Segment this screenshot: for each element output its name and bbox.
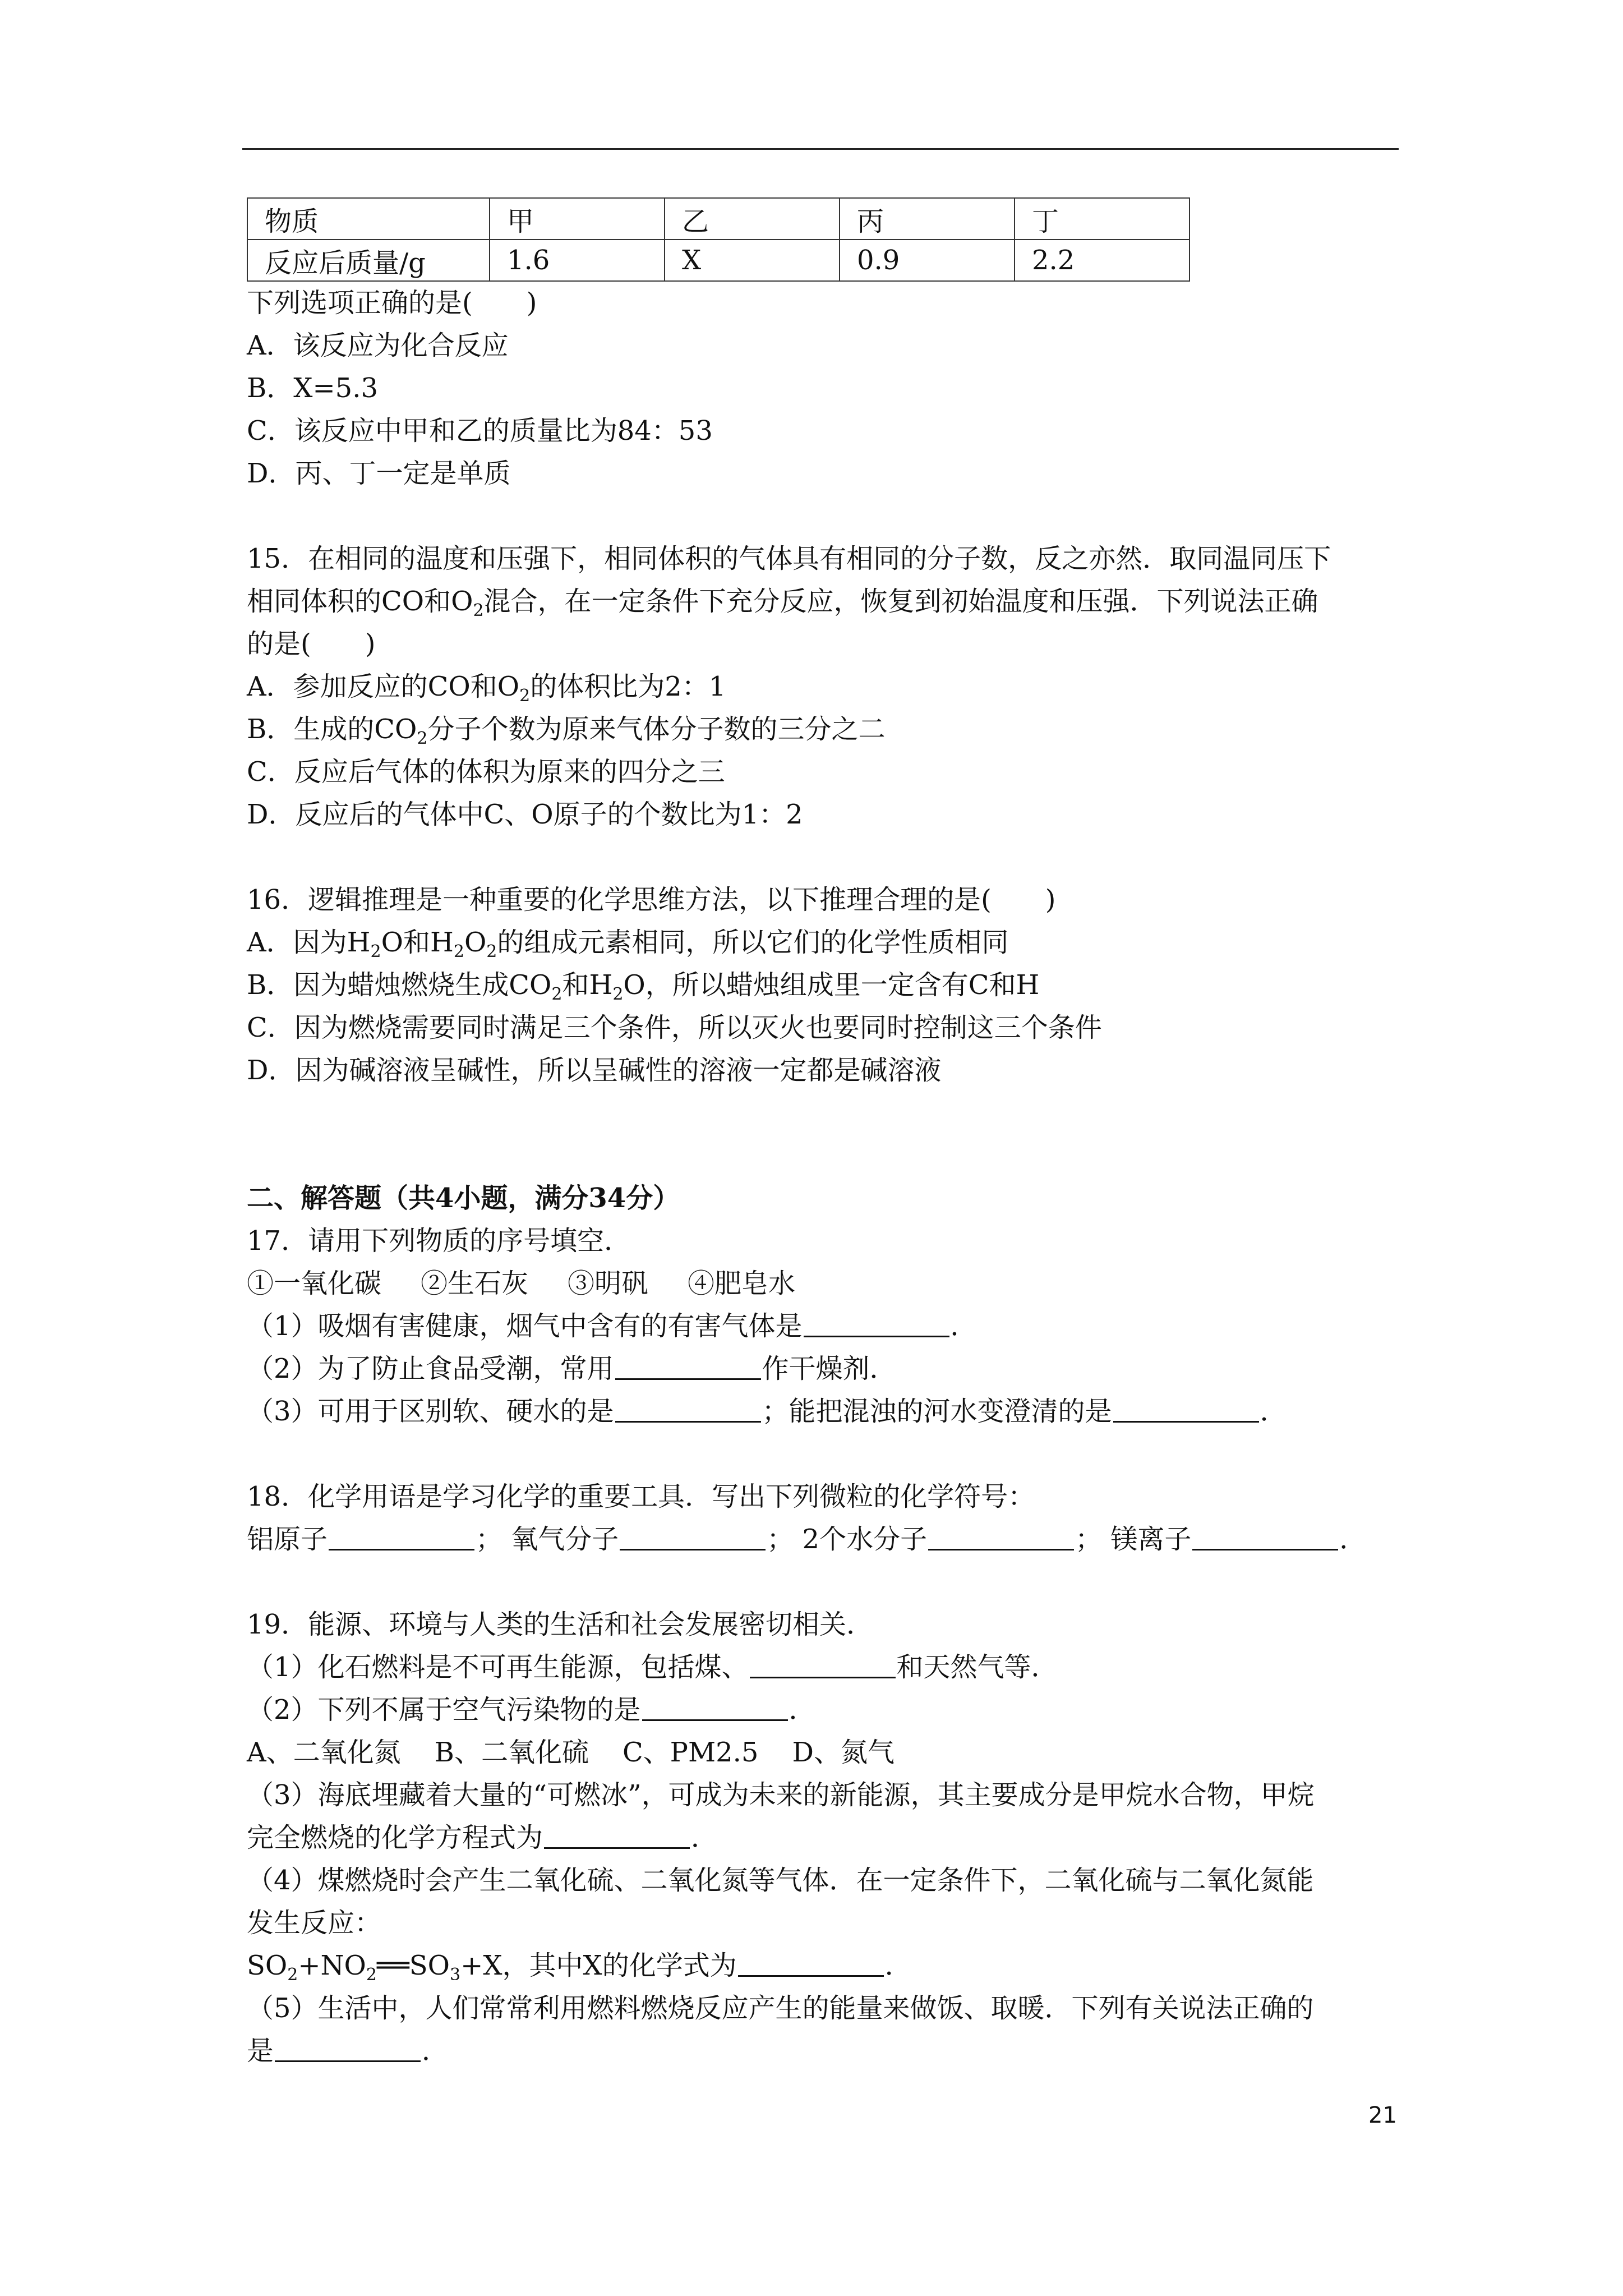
answer-blank[interactable] xyxy=(1113,1396,1259,1423)
q16-stem: 16．逻辑推理是一种重要的化学思维方法，以下推理合理的是( ) xyxy=(247,884,1056,915)
q19-part3-line1: （3）海底埋藏着大量的“可燃冰”，可成为未来的新能源，其主要成分是甲烷水合物，甲烷 xyxy=(247,1779,1315,1811)
q18-item: ； 镁离子 xyxy=(1075,1524,1192,1555)
answer-blank[interactable] xyxy=(544,1823,690,1849)
answer-blank[interactable] xyxy=(804,1311,949,1337)
table-cell: 1.6 xyxy=(490,240,665,281)
answer-blank[interactable] xyxy=(620,1524,766,1550)
answer-blank[interactable] xyxy=(1192,1524,1338,1550)
q19-part2-options xyxy=(247,1731,1402,1774)
section-title: 二、解答题（共4小题，满分34分） xyxy=(247,1182,680,1214)
q19-option: D、氮气 xyxy=(792,1737,895,1768)
answer-blank[interactable] xyxy=(750,1652,896,1678)
q19-part2: （2）下列不属于空气污染物的是 ． xyxy=(247,1694,816,1726)
q16-option-b: B．因为蜡烛燃烧生成$CO_2$和$H_2O$，所以蜡烛组成里一定含有C和H xyxy=(247,969,1040,1004)
q15-option-b: B．生成的$CO_2$分子个数为原来气体分子数的三分之二 xyxy=(247,714,886,748)
q14-option-b: B．X=5.3 xyxy=(247,372,379,404)
q19-option: A、二氧化氮 xyxy=(247,1737,401,1768)
q19-part4-line2: 发生反应： xyxy=(247,1907,382,1939)
q17-stem: 17．请用下列物质的序号填空． xyxy=(247,1225,631,1257)
q17-choices xyxy=(247,1262,1402,1305)
table-cell: 反应后质量/g xyxy=(247,240,490,281)
q17-part1: （1）吸烟有害健康，烟气中含有的有害气体是 ． xyxy=(247,1310,978,1342)
q15-option-c: C．反应后气体的体积为原来的四分之三 xyxy=(247,756,725,788)
q19-equation: $SO_2+NO_2══SO_3+X$，其中X的化学式为 ． xyxy=(247,1950,912,1985)
table-cell: 丙 xyxy=(840,198,1015,240)
answer-blank[interactable] xyxy=(928,1524,1074,1550)
table-cell: 2.2 xyxy=(1015,240,1189,281)
q17-choice: ③明矾 xyxy=(568,1268,649,1299)
q15-stem-line2: 相同体积的CO和$O_2$混合，在一定条件下充分反应，恢复到初始温度和压强．下列说法正确 xyxy=(247,586,1318,620)
q19-option: C、PM2.5 xyxy=(622,1737,759,1768)
q19-option: B、二氧化硫 xyxy=(434,1737,589,1768)
q15-option-d: D．反应后的气体中C、O原子的个数比为1：2 xyxy=(247,799,803,830)
q19-part1: （1）化石燃料是不可再生能源，包括煤、 和天然气等． xyxy=(247,1651,1058,1683)
q18-item: ； 氧气分子 xyxy=(476,1524,619,1555)
q19-part4-line1: （4）煤燃烧时会产生二氧化硫、二氧化氮等气体．在一定条件下，二氧化硫与二氧化氮能 xyxy=(247,1865,1314,1896)
q17-part2: （2）为了防止食品受潮，常用 作干燥剂． xyxy=(247,1353,897,1384)
q17-part3: （3）可用于区别软、硬水的是 ；能把混浊的河水变澄清的是 ． xyxy=(247,1396,1287,1427)
q16-option-d: D．因为碱溶液呈碱性，所以呈碱性的溶液一定都是碱溶液 xyxy=(247,1055,942,1086)
q15-stem-line3: 的是( ) xyxy=(247,628,376,660)
q15-stem-line1: 15．在相同的温度和压强下，相同体积的气体具有相同的分子数，反之亦然．取同温同压下 xyxy=(247,543,1331,574)
page-content xyxy=(247,197,1402,2072)
q14-option-a: A．该反应为化合反应 xyxy=(247,330,509,361)
q16-option-c: C．因为燃烧需要同时满足三个条件，所以灭火也要同时控制这三个条件 xyxy=(247,1012,1102,1043)
q19-part5-line1: （5）生活中，人们常常利用燃料燃烧反应产生的能量来做饭、取暖．下列有关说法正确的 xyxy=(247,1993,1314,2024)
answer-blank[interactable] xyxy=(329,1524,474,1550)
q18-item: 铝原子 xyxy=(247,1524,328,1555)
answer-blank[interactable] xyxy=(615,1354,761,1380)
table-cell: 0.9 xyxy=(840,240,1015,281)
q19-part5-line2: 是 ． xyxy=(247,2035,449,2067)
table-cell: 物质 xyxy=(247,198,490,240)
answer-blank[interactable] xyxy=(275,2036,421,2062)
table-cell: X xyxy=(665,240,840,281)
q14-option-c: C．该反应中甲和乙的质量比为84：53 xyxy=(247,415,713,447)
q19-stem: 19．能源、环境与人类的生活和社会发展密切相关． xyxy=(247,1609,874,1640)
q16-option-a: A．因为$H_2O$和$H_2O_2$的组成元素相同，所以它们的化学性质相同 xyxy=(247,927,1009,961)
q19-part3-line2: 完全燃烧的化学方程式为 ． xyxy=(247,1822,718,1853)
q18-answers: 铝原子 ； 氧气分子 ； 2个水分子 ； 镁离子 ． xyxy=(247,1524,1367,1555)
q17-choice: ①一氧化碳 xyxy=(247,1268,382,1299)
q15-option-a: A．参加反应的CO和$O_2$的体积比为2：1 xyxy=(247,671,726,706)
q18-stem: 18．化学用语是学习化学的重要工具．写出下列微粒的化学符号： xyxy=(247,1481,1035,1512)
q14-option-d: D．丙、丁一定是单质 xyxy=(247,458,511,489)
q17-choice: ④肥皂水 xyxy=(688,1268,796,1299)
header-rule xyxy=(242,148,1399,150)
table-cell: 乙 xyxy=(665,198,840,240)
q14-stem: 下列选项正确的是( ) xyxy=(247,287,537,319)
table-row xyxy=(247,240,1189,281)
q18-item: ； 2个水分子 xyxy=(767,1524,928,1555)
page-number: 21 xyxy=(1368,2102,1397,2128)
answer-blank[interactable] xyxy=(738,1950,884,1977)
table-cell: 甲 xyxy=(490,198,665,240)
q17-choice: ②生石灰 xyxy=(421,1268,529,1299)
table-header-row xyxy=(247,198,1189,240)
table-cell: 丁 xyxy=(1015,198,1189,240)
answer-blank[interactable] xyxy=(642,1695,788,1721)
answer-blank[interactable] xyxy=(615,1396,761,1423)
mass-table xyxy=(247,197,1190,282)
